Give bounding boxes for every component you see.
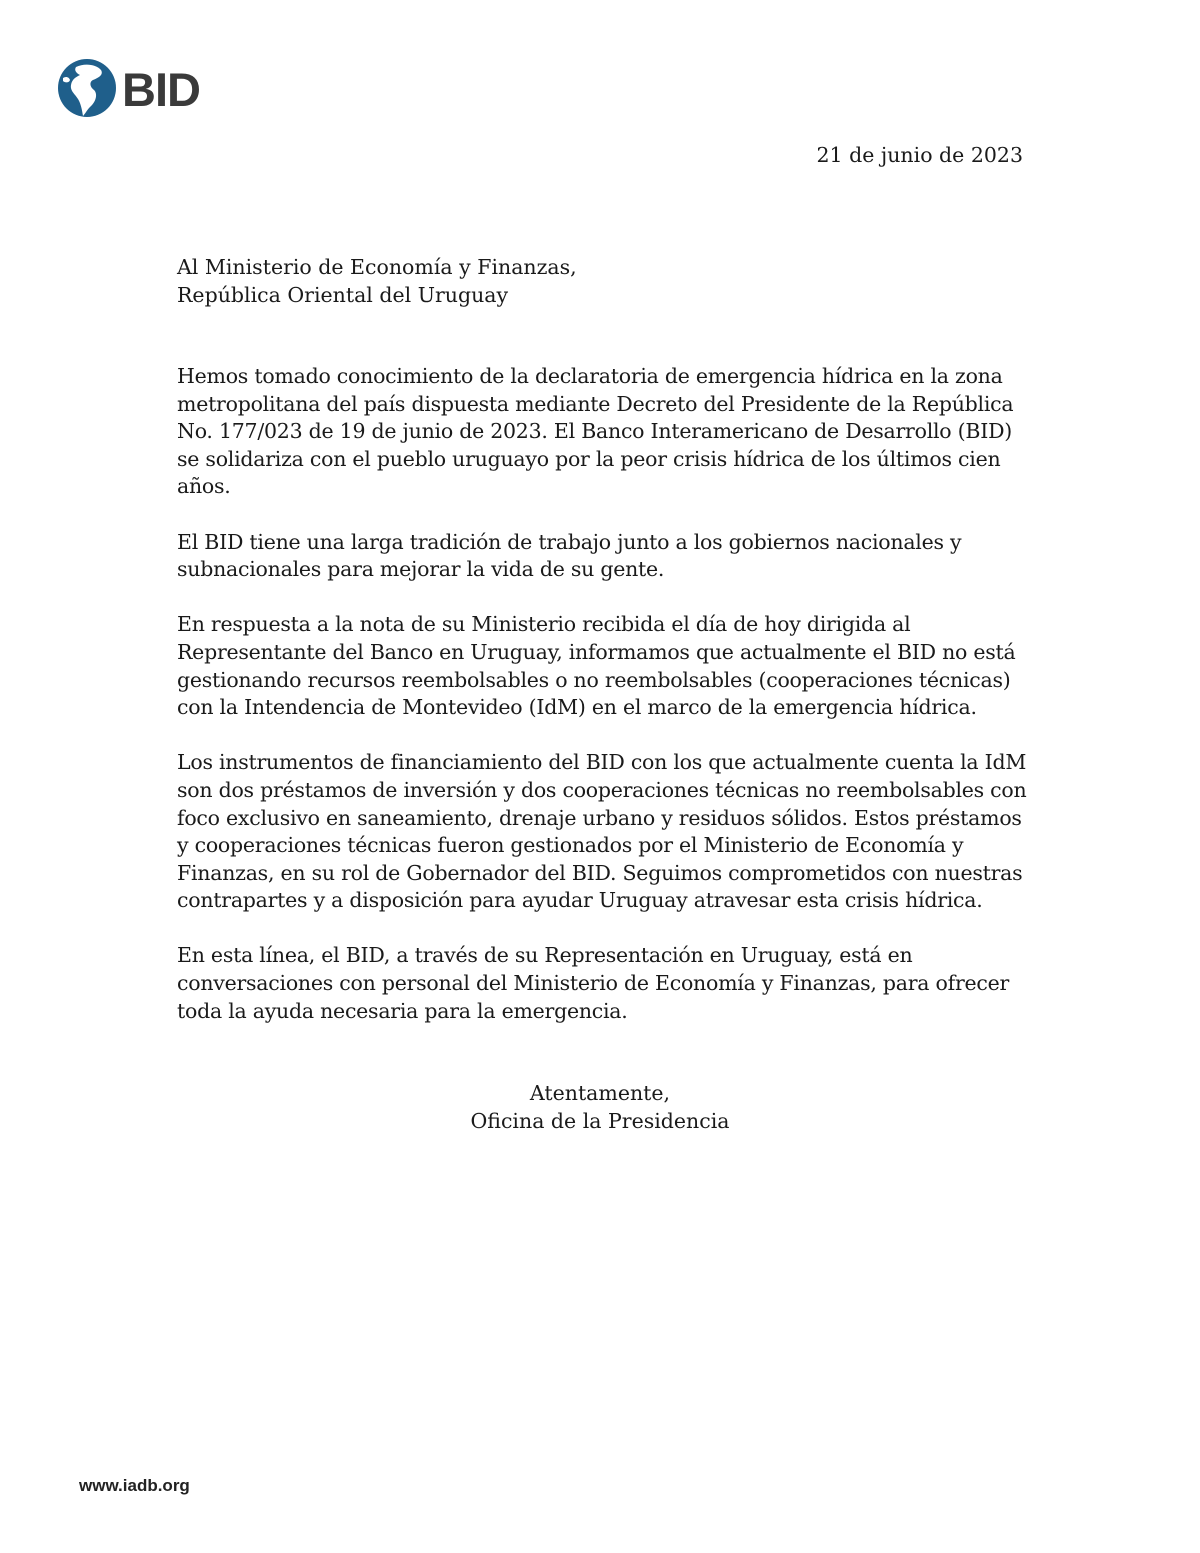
paragraph-line: se solidariza con el pueblo uruguayo por la peor crisis hídrica de los últimos cien — [177, 446, 1001, 471]
paragraph-line: subnacionales para mejorar la vida de su gente. — [177, 557, 665, 582]
closing-salutation: Atentamente, — [529, 1081, 671, 1105]
paragraph-line: contrapartes y a disposición para ayudar Uruguay atravesar esta crisis hídrica. — [177, 888, 983, 913]
body-paragraph — [177, 529, 1027, 584]
paragraph-line: conversaciones con personal del Ministerio de Economía y Finanzas, para ofrecer — [177, 971, 1010, 996]
paragraph-line: gestionando recursos reembolsables o no reembolsables (cooperaciones técnicas) — [177, 667, 1011, 692]
paragraph-line: En respuesta a la nota de su Ministerio recibida el día de hoy dirigida al — [177, 612, 911, 637]
recipient-line: Al Ministerio de Economía y Finanzas, — [177, 255, 577, 279]
paragraph-line: En esta línea, el BID, a través de su Representación en Uruguay, está en — [177, 943, 913, 968]
letter-body — [177, 363, 1027, 1053]
globe-americas-icon — [58, 59, 116, 117]
recipient-block — [177, 254, 1017, 309]
paragraph-line: Los instrumentos de financiamiento del BID con los que actualmente cuenta la IdM — [177, 750, 1027, 775]
closing-signature: Oficina de la Presidencia — [470, 1108, 730, 1133]
paragraph-line: metropolitana del país dispuesta mediante Decreto del Presidente de la República — [177, 391, 1014, 416]
body-paragraph — [177, 749, 1027, 915]
paragraph-line: foco exclusivo en saneamiento, drenaje urbano y residuos sólidos. Estos préstamos — [177, 805, 1022, 830]
paragraph-line: Representante del Banco en Uruguay, informamos que actualmente el BID no está — [177, 639, 1016, 664]
body-paragraph — [177, 942, 1027, 1025]
paragraph-line: Hemos tomado conocimiento de la declaratoria de emergencia hídrica en la zona — [177, 364, 1003, 388]
body-paragraph — [177, 363, 1027, 501]
paragraph-line: El BID tiene una larga tradición de trabajo junto a los gobiernos nacionales y — [177, 529, 962, 554]
paragraph-line: No. 177/023 de 19 de junio de 2023. El Banco Interamericano de Desarrollo (BID) — [177, 419, 1013, 444]
bid-logo — [56, 58, 216, 120]
footer-website: www.iadb.org — [79, 1476, 190, 1495]
letter-date: 21 de junio de 2023 — [816, 143, 1023, 167]
closing-block — [300, 1080, 900, 1135]
body-paragraph — [177, 611, 1027, 721]
paragraph-line: años. — [177, 474, 231, 499]
paragraph-line: y cooperaciones técnicas fueron gestionados por el Ministerio de Economía y — [177, 833, 964, 858]
paragraph-line: toda la ayuda necesaria para la emergencia. — [177, 998, 628, 1023]
paragraph-line: Finanzas, en su rol de Gobernador del BID. Seguimos comprometidos con nuestras — [177, 860, 1023, 885]
paragraph-line: con la Intendencia de Montevideo (IdM) en el marco de la emergencia hídrica. — [177, 695, 977, 720]
logo-wordmark: BID — [122, 63, 200, 116]
recipient-line: República Oriental del Uruguay — [177, 282, 509, 307]
paragraph-line: son dos préstamos de inversión y dos cooperaciones técnicas no reembolsables con — [177, 777, 1027, 802]
